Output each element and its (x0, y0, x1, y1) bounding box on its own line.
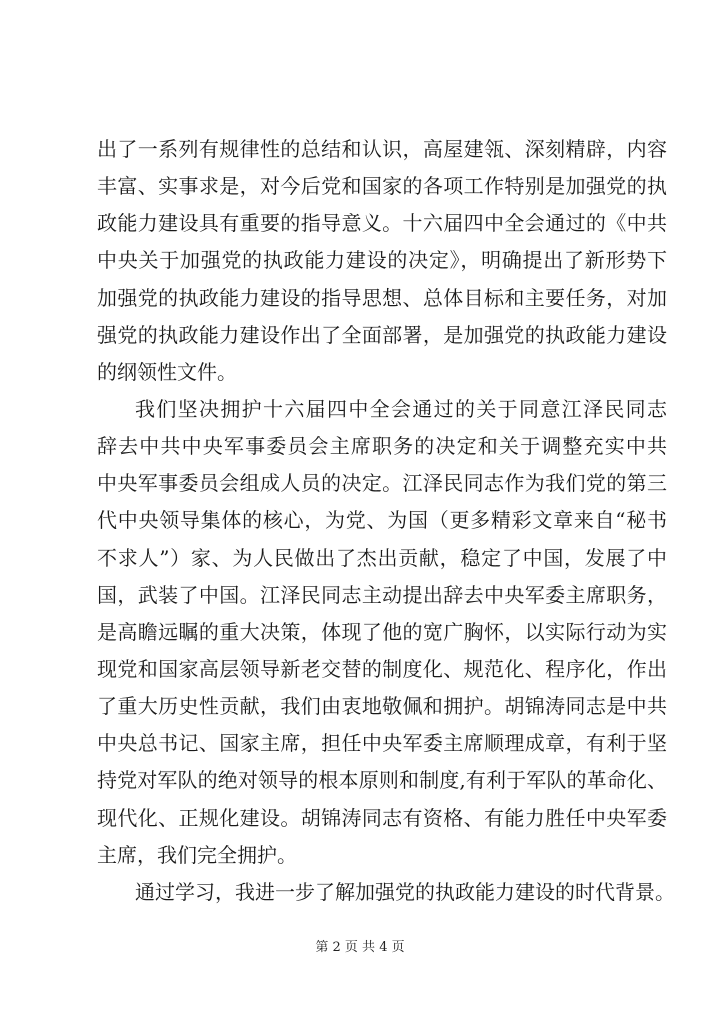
text-line: 出了一系列有规律性的总结和认识，高屋建瓴、深刻精辟，内容 (97, 137, 667, 161)
text-line: 是高瞻远瞩的重大决策，体现了他的宽广胸怀，以实际行动为实 (97, 619, 667, 644)
text-line: 了重大历史性贡献，我们由衷地敬佩和拥护。胡锦涛同志是中共 (97, 694, 667, 719)
text-line: 强党的执政能力建设作出了全面部署，是加强党的执政能力建设 (97, 322, 667, 347)
paragraph-1 (97, 131, 667, 391)
document-body (97, 131, 675, 911)
paragraph-3 (97, 874, 675, 911)
text-line: 丰富、实事求是，对今后党和国家的各项工作特别是加强党的执 (97, 174, 667, 199)
page-number-footer: 第 2 页 共 4 页 (315, 940, 405, 955)
text-line: 辞去中共中央军事委员会主席职务的决定和关于调整充实中共 (97, 434, 667, 459)
text-line: 现代化、正规化建设。胡锦涛同志有资格、有能力胜任中央军委 (97, 805, 667, 830)
text-line: 代中央领导集体的核心，为党、为国（更多精彩文章来自“秘书 (97, 508, 667, 533)
text-line: 持党对军队的绝对领导的根本原则和制度,有利于军队的革命化、 (97, 768, 667, 793)
text-line: 我们坚决拥护十六届四中全会通过的关于同意江泽民同志 (135, 396, 667, 421)
paragraph-2 (97, 391, 667, 874)
text-line: 不求人”）家、为人民做出了杰出贡献，稳定了中国，发展了中 (97, 545, 667, 570)
text-line: 政能力建设具有重要的指导意义。十六届四中全会通过的《中共 (97, 211, 667, 236)
text-line: 中央关于加强党的执政能力建设的决定》，明确提出了新形势下 (97, 248, 667, 273)
text-line: 现党和国家高层领导新老交替的制度化、规范化、程序化，作出 (97, 656, 667, 681)
text-line: 的纲领性文件。 (97, 359, 237, 384)
text-line: 国，武装了中国。江泽民同志主动提出辞去中央军委主席职务， (97, 582, 667, 607)
text-line: 通过学习，我进一步了解加强党的执政能力建设的时代背景。 (135, 879, 675, 904)
text-line: 加强党的执政能力建设的指导思想、总体目标和主要任务，对加 (97, 285, 667, 310)
text-line: 主席，我们完全拥护。 (97, 842, 297, 867)
text-line: 中央总书记、国家主席，担任中央军委主席顺理成章，有利于坚 (97, 731, 667, 756)
text-line: 中央军事委员会组成人员的决定。江泽民同志作为我们党的第三 (97, 471, 667, 496)
